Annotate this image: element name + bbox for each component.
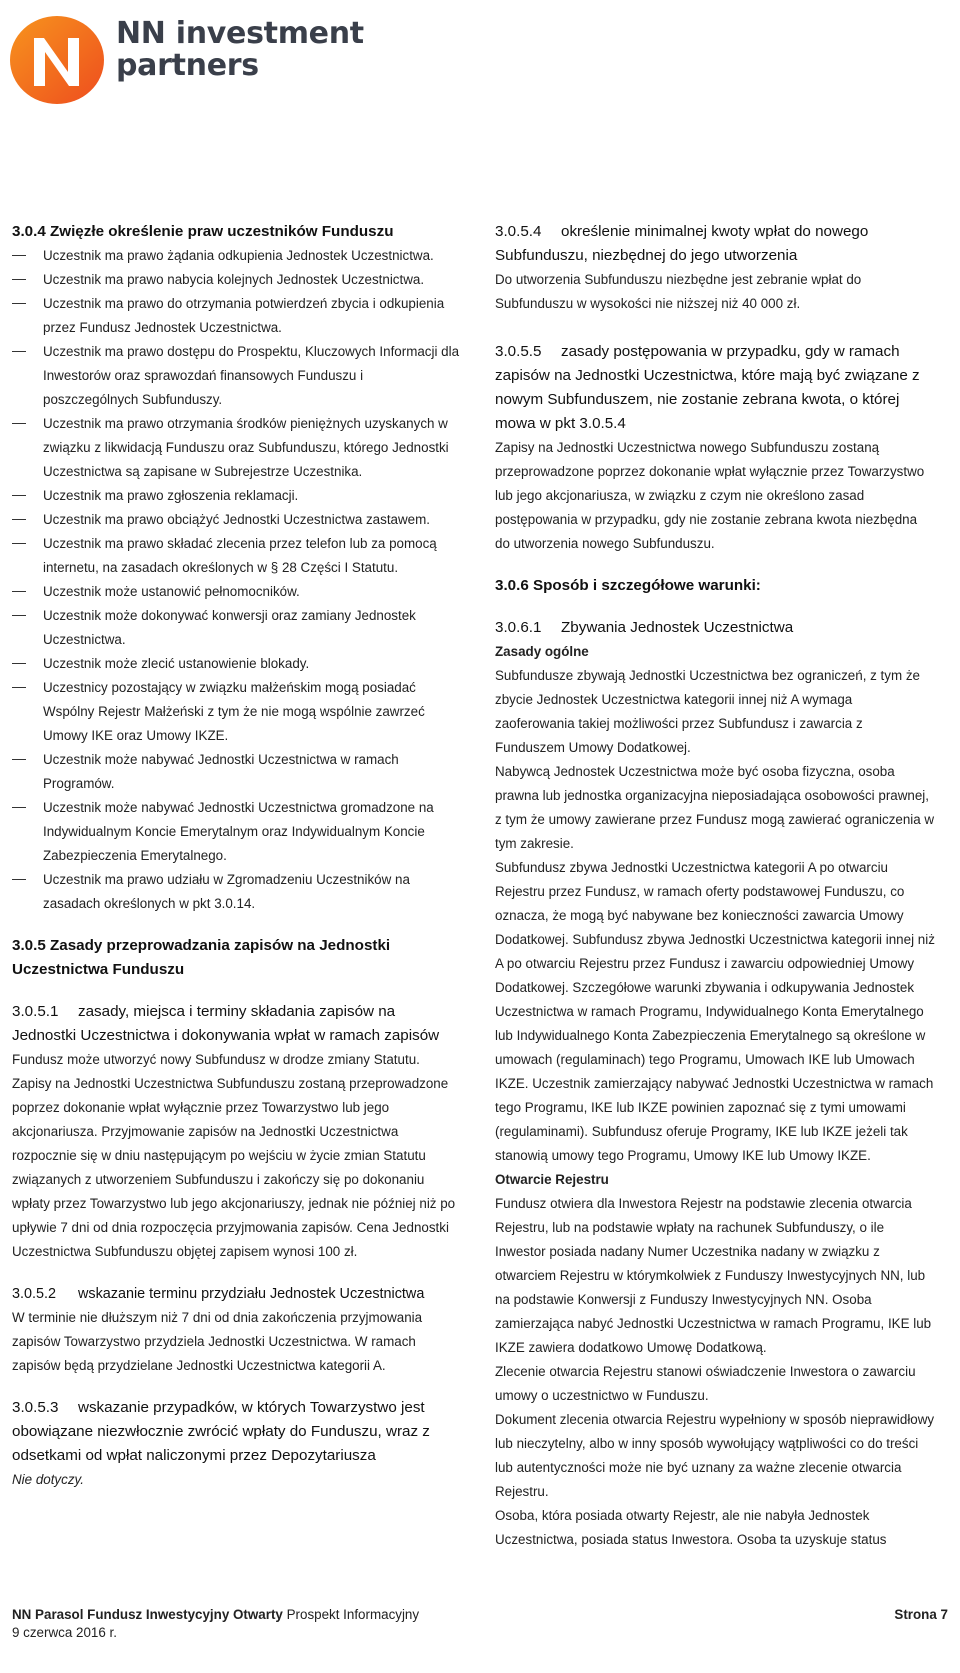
- list-item: Uczestnik ma prawo składać zlecenia przez telefon lub za pomocą internetu, na zasadach określonych w § 28 Części I Statutu.: [12, 532, 462, 580]
- brand-logo: [4, 6, 364, 116]
- list-item: Uczestnik może zlecić ustanowienie blokady.: [12, 652, 462, 676]
- list-item: Uczestnik ma prawo dostępu do Prospektu, Kluczowych Informacji dla Inwestorów oraz sprawozdań finansowych Funduszu i poszczególnych Subfunduszy.: [12, 340, 462, 412]
- page-footer: [12, 1606, 948, 1642]
- section-number: 3.0.5.3: [12, 1399, 59, 1416]
- section-title: zasady postępowania w przypadku, gdy w ramach zapisów na Jednostki Uczestnictwa, które mają być związane z nowym Subfunduszem, nie zostanie zebrana kwota, o której mowa w pkt 3.0.5.4: [495, 343, 920, 432]
- list-item: Uczestnik ma prawo obciążyć Jednostki Uczestnictwa zastawem.: [12, 508, 462, 532]
- right-column: [495, 220, 935, 1552]
- register-paragraph: Fundusz otwiera dla Inwestora Rejestr na podstawie zlecenia otwarcia Rejestru, lub na podstawie wpłaty na rachunek Subfunduszy, o ile Inwestor posiada nadany Numer Uczestnika nadany w związku z otwarciem Rejestru w którymkolwiek z Funduszy Inwestycyjnych NN, lub na podstawie Konwersji z Funduszy Inwestycyjnych NN. Osoba zamierzająca nabyć Jednostki Uczestnictwa w ramach Programu, IKE lub IKZE zawiera dodatkowo Umowę Dodatkową.: [495, 1196, 932, 1355]
- list-item: Uczestnik ma prawo nabycia kolejnych Jednostek Uczestnictwa.: [12, 268, 462, 292]
- list-item: Uczestnik może dokonywać konwersji oraz zamiany Jednostek Uczestnictwa.: [12, 604, 462, 652]
- general-paragraph: Subfundusz zbywa Jednostki Uczestnictwa kategorii A po otwarciu Rejestru przez Fundusz, w ramach oferty podstawowej Funduszu, co oznacza, że mogą być nabywane bez konieczności zawarcia Umowy Dodatkowej. Subfundusz zbywa Jednostki Uczestnictwa kategorii innej niż A po otwarciu Rejestru przez Fundusz i zawarciu odpowiedniej Umowy Dodatkowej. Szczegółowe warunki zbywania i odkupywania Jednostek Uczestnictwa w ramach Programu, Indywidualnego Konta Emerytalnego lub Indywidualnego Konta Zabezpieczenia Emerytalnego są określone w umowach (regulaminach) tego Programu, Umowach IKE lub Umowach IKZE. Uczestnik zamierzający nabywać Jednostki Uczestnictwa w ramach tego Programu, IKE lub IKZE powinien zapoznać się z tymi umowami (regulaminami). Subfundusz oferuje Programy, IKE lub IKZE jeżeli tak stanowią umowy tego Programu, Umowy IKE lub Umowy IKZE.: [495, 860, 935, 1163]
- section-title: zasady, miejsca i terminy składania zapisów na Jednostki Uczestnictwa i dokonywania wpłat w ramach zapisów: [12, 1003, 440, 1044]
- brand-line-1: NN investment: [116, 16, 364, 51]
- section-3055-heading: [495, 340, 935, 436]
- section-3055-text: Zapisy na Jednostki Uczestnictwa nowego Subfunduszu zostaną przeprowadzone poprzez dokonanie wpłat wyłącznie przez Towarzystwo lub jego akcjonariusza, w związku z czym nie określono zasad postępowania w przypadku, gdy nie zostanie zebrana kwota niezbędna do utworzenia nowego Subfunduszu.: [495, 440, 925, 551]
- register-opening-heading: Otwarcie Rejestru: [495, 1172, 609, 1187]
- register-paragraph: Dokument zlecenia otwarcia Rejestru wypełniony w sposób nieprawidłowy lub nieczytelny, albo w inny sposób wywołujący wątpliwości co do treści lub autentyczności może nie być uznany za ważne zlecenie otwarcia Rejestru.: [495, 1412, 935, 1499]
- list-item: Uczestnik ma prawo zgłoszenia reklamacji.: [12, 484, 462, 508]
- footer-fund-name: NN Parasol Fundusz Inwestycyjny Otwarty: [12, 1607, 283, 1622]
- section-title: wskazanie terminu przydziału Jednostek Uczestnictwa: [78, 1286, 425, 1302]
- footer-date: 9 czerwca 2016 r.: [12, 1625, 117, 1640]
- list-item: Uczestnicy pozostający w związku małżeńskim mogą posiadać Wspólny Rejestr Małżeński z tym że nie mogą wspólnie zawrzeć Umowy IKE oraz Umowy IKZE.: [12, 676, 462, 748]
- nn-logo-icon: [4, 6, 114, 110]
- page-number: [894, 1606, 948, 1624]
- section-title: wskazanie przypadków, w których Towarzystwo jest obowiązane niezwłocznie zwrócić wpłaty do Funduszu, wraz z odsetkami od wpłat naliczonymi przez Depozytariusza: [12, 1399, 430, 1464]
- list-item: Uczestnik ma prawo udziału w Zgromadzeniu Uczestników na zasadach określonych w pkt 3.0.14.: [12, 868, 462, 916]
- section-3053-heading: [12, 1396, 462, 1468]
- section-3054-heading: [495, 220, 935, 268]
- section-number: 3.0.5.4: [495, 223, 542, 240]
- brand-line-2: partners: [116, 48, 259, 83]
- register-paragraph: Zlecenie otwarcia Rejestru stanowi oświadczenie Inwestora o zawarciu umowy o uczestnictwo w Funduszu.: [495, 1364, 916, 1403]
- section-number: 3.0.5.2: [12, 1286, 57, 1302]
- list-item: Uczestnik może nabywać Jednostki Uczestnictwa w ramach Programów.: [12, 748, 462, 796]
- section-number: 3.0.5.1: [12, 1003, 59, 1020]
- section-3053-text: Nie dotyczy.: [12, 1472, 84, 1487]
- left-column: [12, 220, 462, 1492]
- list-item: Uczestnik może ustanowić pełnomocników.: [12, 580, 462, 604]
- page-number-value: 7: [940, 1607, 948, 1622]
- section-number: 3.0.5.5: [495, 343, 542, 360]
- list-item: Uczestnik ma prawo żądania odkupienia Jednostek Uczestnictwa.: [12, 244, 462, 268]
- section-3051-heading: [12, 1000, 462, 1048]
- section-3051-text: Fundusz może utworzyć nowy Subfundusz w drodze zmiany Statutu. Zapisy na Jednostki Uczestnictwa Subfunduszu zostaną przeprowadzone poprzez dokonanie wpłat wyłącznie przez Towarzystwo lub jego akcjonariusza. Przyjmowanie zapisów na Jednostki Uczestnictwa rozpocznie się w dniu następującym po wejściu w życie zmian Statutu związanych z utworzeniem Subfunduszu i zakończy się po dokonaniu wpłaty przez Towarzystwo lub jego akcjonariuszy, jednak nie później niż po upływie 7 dni od dnia rozpoczęcia przyjmowania zapisów. Cena Jednostki Uczestnictwa Subfunduszu objętej zapisem wynosi 100 zł.: [12, 1052, 456, 1259]
- rights-list: [12, 244, 462, 916]
- list-item: Uczestnik ma prawo do otrzymania potwierdzeń zbycia i odkupienia przez Fundusz Jednostek Uczestnictwa.: [12, 292, 462, 340]
- footer-doc-type: Prospekt Informacyjny: [286, 1607, 420, 1622]
- section-3052-heading: [12, 1282, 462, 1306]
- section-304-title: 3.0.4 Zwięzłe określenie praw uczestników Funduszu: [12, 223, 394, 240]
- section-3054-text: Do utworzenia Subfunduszu niezbędne jest zebranie wpłat do Subfunduszu w wysokości nie niższej niż 40 000 zł.: [495, 272, 862, 311]
- list-item: Uczestnik może nabywać Jednostki Uczestnictwa gromadzone na Indywidualnym Koncie Emerytalnym oraz Indywidualnym Koncie Zabezpieczenia Emerytalnego.: [12, 796, 462, 868]
- section-title: określenie minimalnej kwoty wpłat do nowego Subfunduszu, niezbędnej do jego utworzenia: [495, 223, 869, 264]
- brand-name: [116, 18, 364, 82]
- register-paragraph: Osoba, która posiada otwarty Rejestr, ale nie nabyła Jednostek Uczestnictwa, posiada status Inwestora. Osoba ta uzyskuje status: [495, 1508, 887, 1547]
- section-number: 3.0.6.1: [495, 619, 542, 636]
- general-paragraph: Nabywcą Jednostek Uczestnictwa może być osoba fizyczna, osoba prawna lub jednostka organizacyjna nieposiadająca osobowości prawnej, z tym że umowy zawierane przez Fundusz mogą zawierać ograniczenia w tym zakresie.: [495, 764, 935, 851]
- section-3061-heading: [495, 616, 935, 640]
- section-title: Zbywania Jednostek Uczestnictwa: [561, 619, 794, 636]
- footer-doc-line: [12, 1606, 948, 1624]
- general-rules-heading: Zasady ogólne: [495, 644, 589, 659]
- section-306-title: 3.0.6 Sposób i szczegółowe warunki:: [495, 577, 761, 594]
- list-item: Uczestnik ma prawo otrzymania środków pieniężnych uzyskanych w związku z likwidacją Funduszu oraz Subfunduszu, którego Jednostki Uczestnictwa są zapisane w Subrejestrze Uczestnika.: [12, 412, 462, 484]
- page-label: Strona: [894, 1607, 937, 1622]
- section-305-title: 3.0.5 Zasady przeprowadzania zapisów na Jednostki Uczestnictwa Funduszu: [12, 937, 391, 978]
- general-paragraph: Subfundusze zbywają Jednostki Uczestnictwa bez ograniczeń, z tym że zbycie Jednostek Uczestnictwa kategorii innej niż A wymaga zaoferowania takiej możliwości przez Subfundusz i zawarcia z Funduszem Umowy Dodatkowej.: [495, 668, 920, 755]
- section-3052-text: W terminie nie dłuższym niż 7 dni od dnia zakończenia przyjmowania zapisów Towarzystwo przydziela Jednostki Uczestnictwa. W ramach zapisów będą przydzielane Jednostki Uczestnictwa kategorii A.: [12, 1310, 423, 1373]
